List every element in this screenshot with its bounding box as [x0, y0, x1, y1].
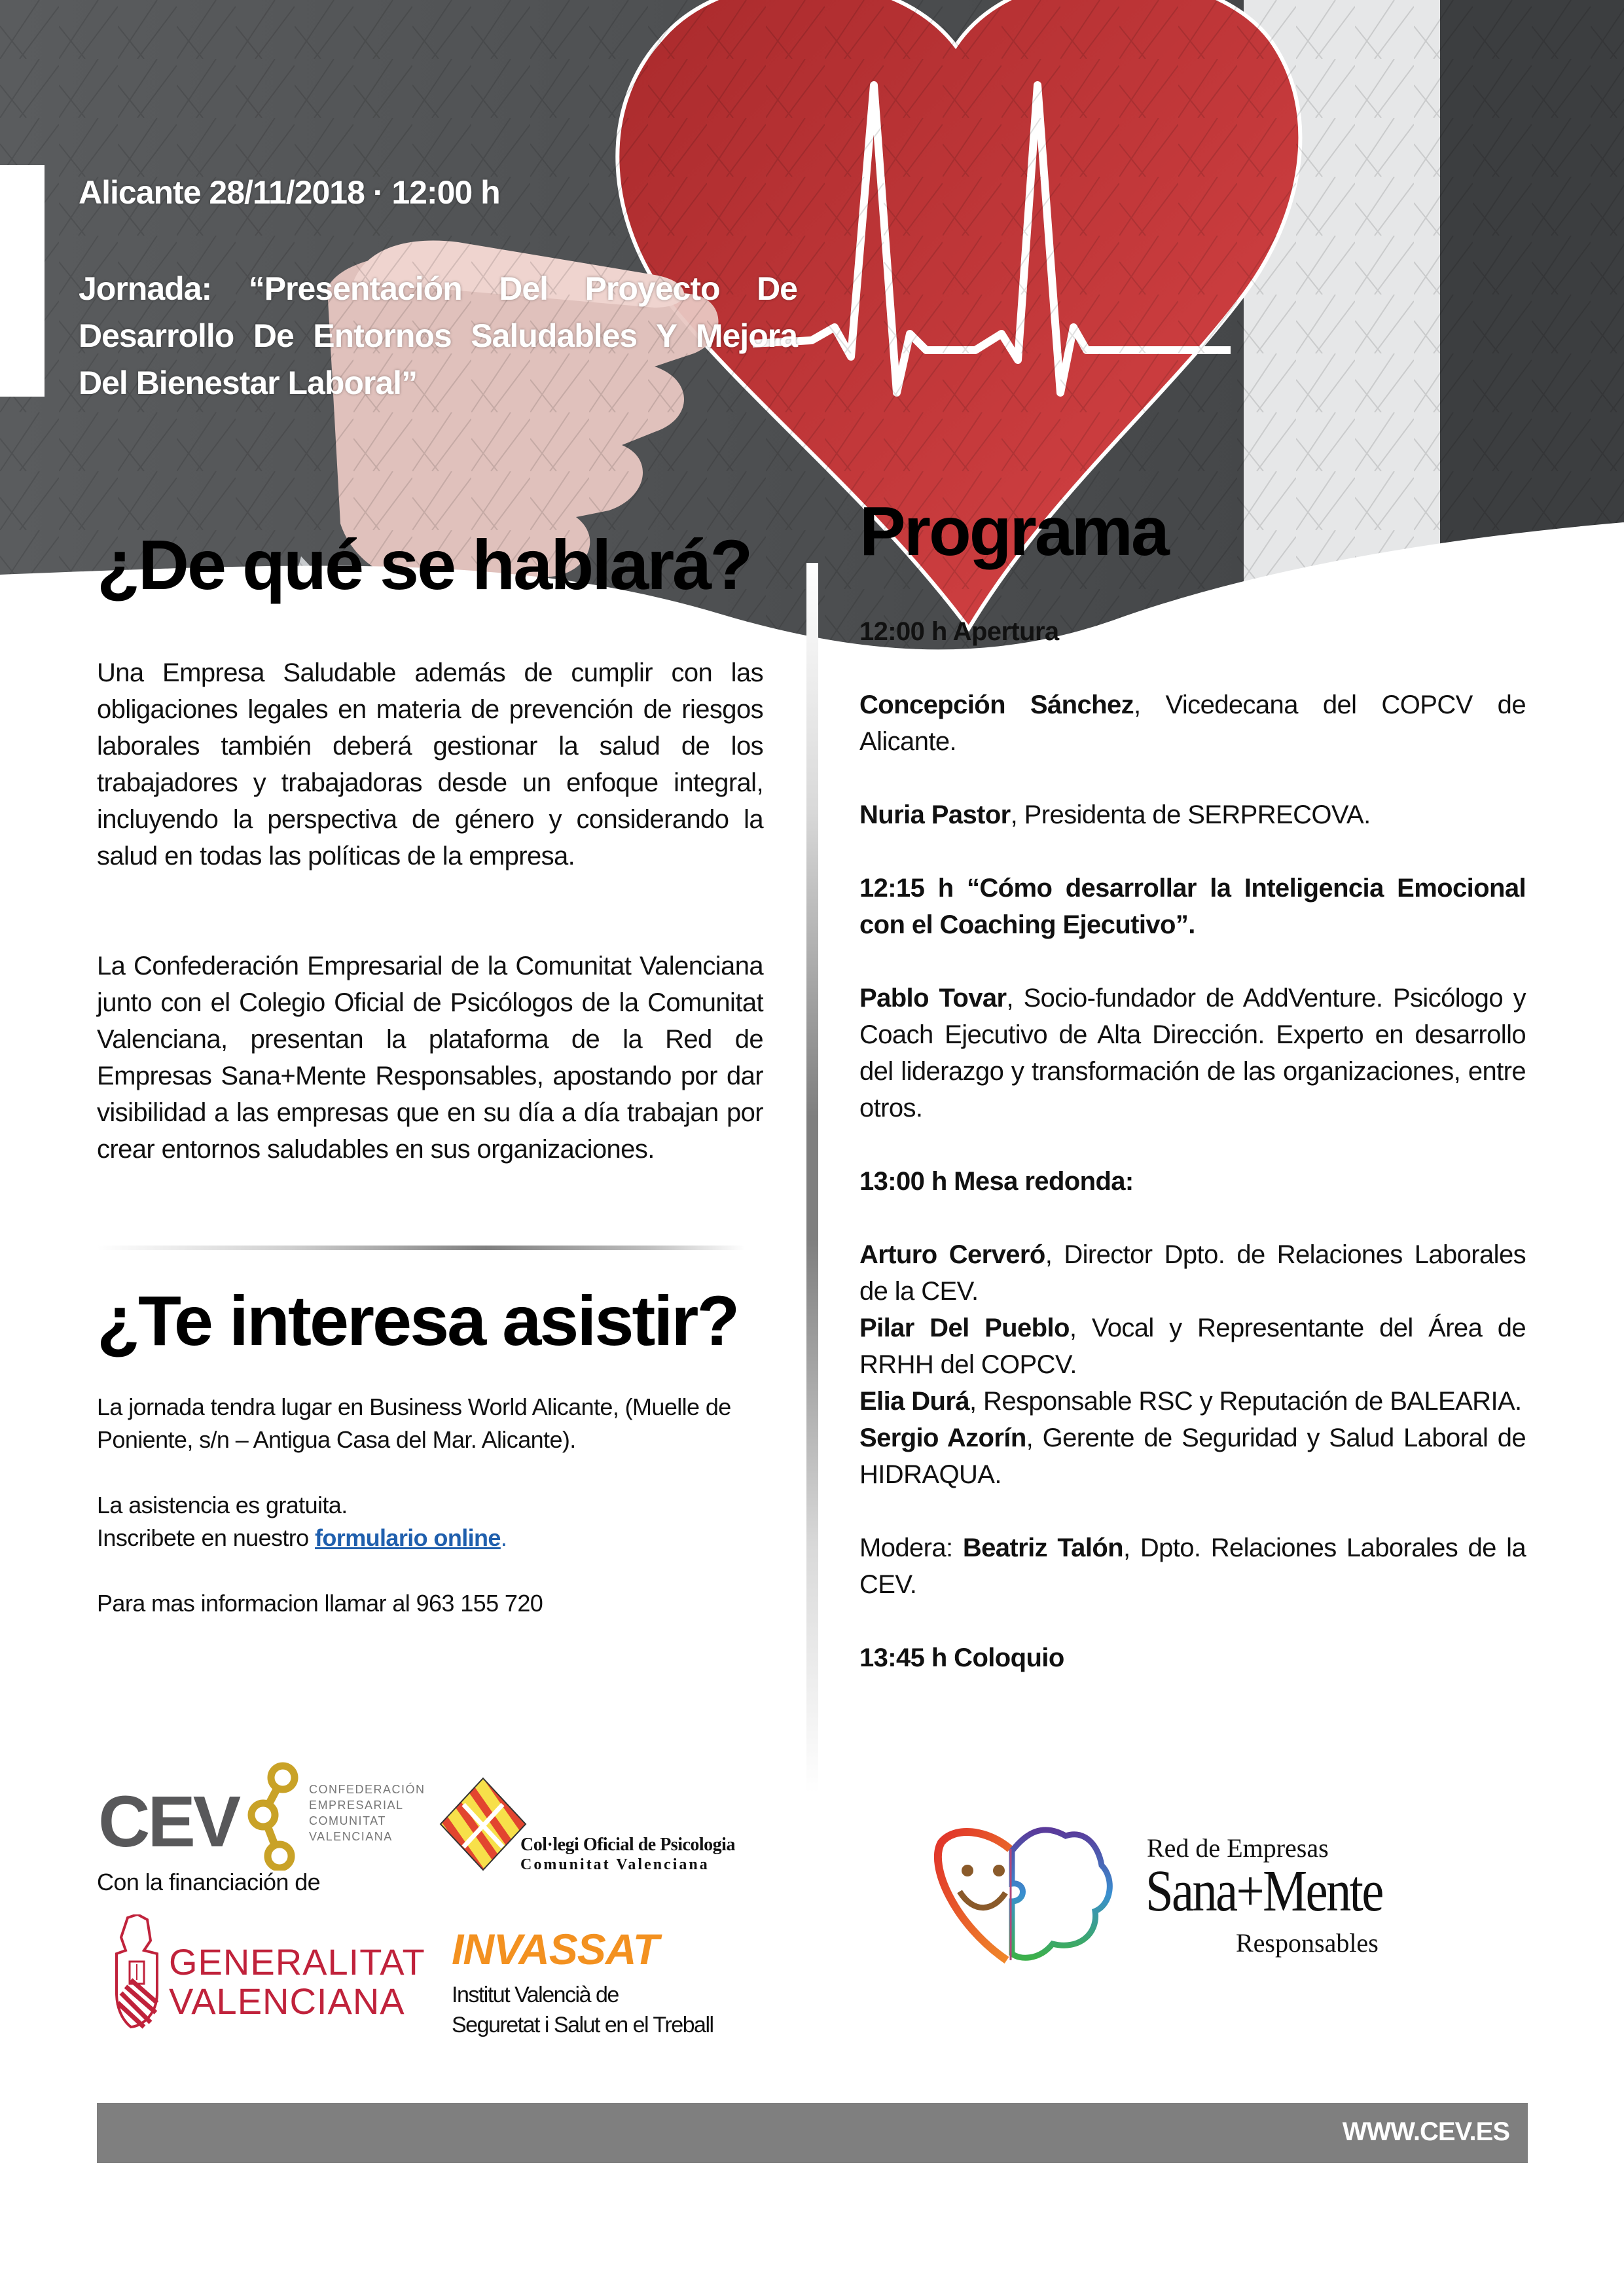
hero-accent-bar: [0, 165, 45, 397]
website-link[interactable]: WWW.CEV.ES: [1342, 2117, 1509, 2146]
contact-phone-text: Para mas informacion llamar al 963 155 720: [97, 1590, 543, 1617]
generalitat-line1: GENERALITAT: [169, 1941, 425, 1982]
section-divider: [97, 1246, 745, 1250]
speaker-name: Nuria Pastor: [859, 800, 1011, 829]
program-speaker: [859, 797, 1526, 833]
program-heading: Programa: [859, 493, 1168, 570]
panelist-role: , Responsable RSC y Reputación de BALEARIA.: [969, 1387, 1522, 1416]
registration-form-link[interactable]: formulario online: [315, 1524, 501, 1551]
funding-label: Con la financiación de: [97, 1869, 321, 1895]
invassat-wordmark: INVASSAT: [452, 1925, 659, 1973]
panelist: [859, 1236, 1526, 1310]
program-speaker: [859, 980, 1526, 1126]
speaker-name: Concepción Sánchez: [859, 691, 1134, 719]
panelist: [859, 1383, 1526, 1420]
program-talk: 12:15 h “Cómo desarrollar la Inteligencia Emocional con el Coaching Ejecutivo”.: [859, 874, 1526, 939]
program-speaker: [859, 687, 1526, 760]
speaker-role: , Socio-fundador de AddVenture. Psicólogo y Coach Ejecutivo de Alta Dirección. Experto en desarrollo del liderazgo y transformación de las organizaciones, entre otros.: [859, 984, 1526, 1122]
panelist-name: Pilar Del Pueblo: [859, 1314, 1070, 1342]
generalitat-line2: VALENCIANA: [169, 1981, 405, 2022]
cev-nodes-icon: [244, 1759, 309, 1871]
copcv-emblem-icon: [437, 1775, 529, 1873]
invassat-fullname: Institut Valencià de Seguretat i Salut en el Treball: [452, 1982, 713, 2037]
panelist-role: , Gerente de Seguridad y Salud Laboral de HIDRAQUA.: [859, 1424, 1526, 1489]
sanamente-face-brain-icon: [928, 1820, 1138, 1970]
panelist: [859, 1310, 1526, 1383]
copcv-region: Comunitat Valenciana: [520, 1856, 710, 1873]
register-line: [97, 1522, 765, 1554]
panelist-role: , Vocal y Representante del Área de RRHH del COPCV.: [859, 1314, 1526, 1379]
event-title: Jornada: “Presentación Del Proyecto De Desarrollo De Entornos Saludables Y Mejora Del Bienestar Laboral”: [79, 270, 797, 401]
speaker-role: , Presidenta de SERPRECOVA.: [1010, 800, 1371, 829]
panelist-role: , Director Dpto. de Relaciones Laborales de la CEV.: [859, 1240, 1526, 1306]
register-suffix: .: [500, 1524, 507, 1551]
attend-info: [97, 1391, 765, 1620]
about-paragraph-2: La Confederación Empresarial de la Comunitat Valenciana junto con el Colegio Oficial de Psicólogos de la Comunitat Valenciana, presentan la plataforma de la Red de Empresas Sana+Mente Responsables, apostando por dar visibilidad a las empresas que en su día a día trabajan por crear entornos saludables en sus organizaciones.: [97, 952, 763, 1164]
copcv-name: Col·legi Oficial de Psicologia: [520, 1835, 735, 1855]
generalitat-shield-icon: [111, 1914, 164, 2029]
sanamente-line2: Sana+Mente: [1146, 1859, 1382, 1924]
sanamente-line1: Red de Empresas: [1147, 1833, 1329, 1863]
column-divider: [806, 563, 818, 1793]
moderator-prefix: Modera:: [859, 1534, 963, 1562]
free-text: La asistencia es gratuita.: [97, 1492, 348, 1518]
moderator-name: Beatriz Talón: [962, 1534, 1124, 1562]
moderator: [859, 1530, 1526, 1603]
program-round-table: 13:00 h Mesa redonda:: [859, 1167, 1134, 1196]
speaker-name: Pablo Tovar: [859, 984, 1007, 1013]
program-list: [859, 613, 1526, 1676]
panelist: [859, 1420, 1526, 1493]
program-closing: 13:45 h Coloquio: [859, 1643, 1064, 1672]
attend-heading: ¿Te interesa asistir?: [97, 1281, 738, 1360]
cev-wordmark: CEV: [98, 1782, 239, 1862]
about-heading: ¿De qué se hablará?: [97, 525, 751, 604]
speaker-role: , Vicedecana del COPCV de Alicante.: [859, 691, 1526, 756]
moderator-role: , Dpto. Relaciones Laborales de la CEV.: [859, 1534, 1526, 1599]
event-date: Alicante 28/11/2018 · 12:00 h: [79, 174, 500, 211]
cev-fullname: CONFEDERACIÓN EMPRESARIAL COMUNITAT VALENCIANA: [309, 1783, 425, 1843]
footer-bar: [97, 2103, 1528, 2163]
panelist-name: Elia Durá: [859, 1387, 969, 1416]
panelist-name: Sergio Azorín: [859, 1424, 1026, 1452]
about-paragraph-1: Una Empresa Saludable además de cumplir con las obligaciones legales en materia de prevención de riesgos laborales también deberá gestionar la salud de los trabajadores y trabajadoras desde un enfoque integral, incluyendo la perspectiva de género y considerando la salud en todas las políticas de la empresa.: [97, 658, 763, 870]
register-prefix: Inscribete en nuestro: [97, 1524, 316, 1551]
venue-text: La jornada tendra lugar en Business World Alicante, (Muelle de Poniente, s/n – Antigua Casa del Mar. Alicante).: [97, 1393, 731, 1453]
program-opening: 12:00 h Apertura: [859, 617, 1059, 646]
sanamente-line3: Responsables: [1236, 1928, 1379, 1958]
panelist-name: Arturo Cerveró: [859, 1240, 1045, 1269]
